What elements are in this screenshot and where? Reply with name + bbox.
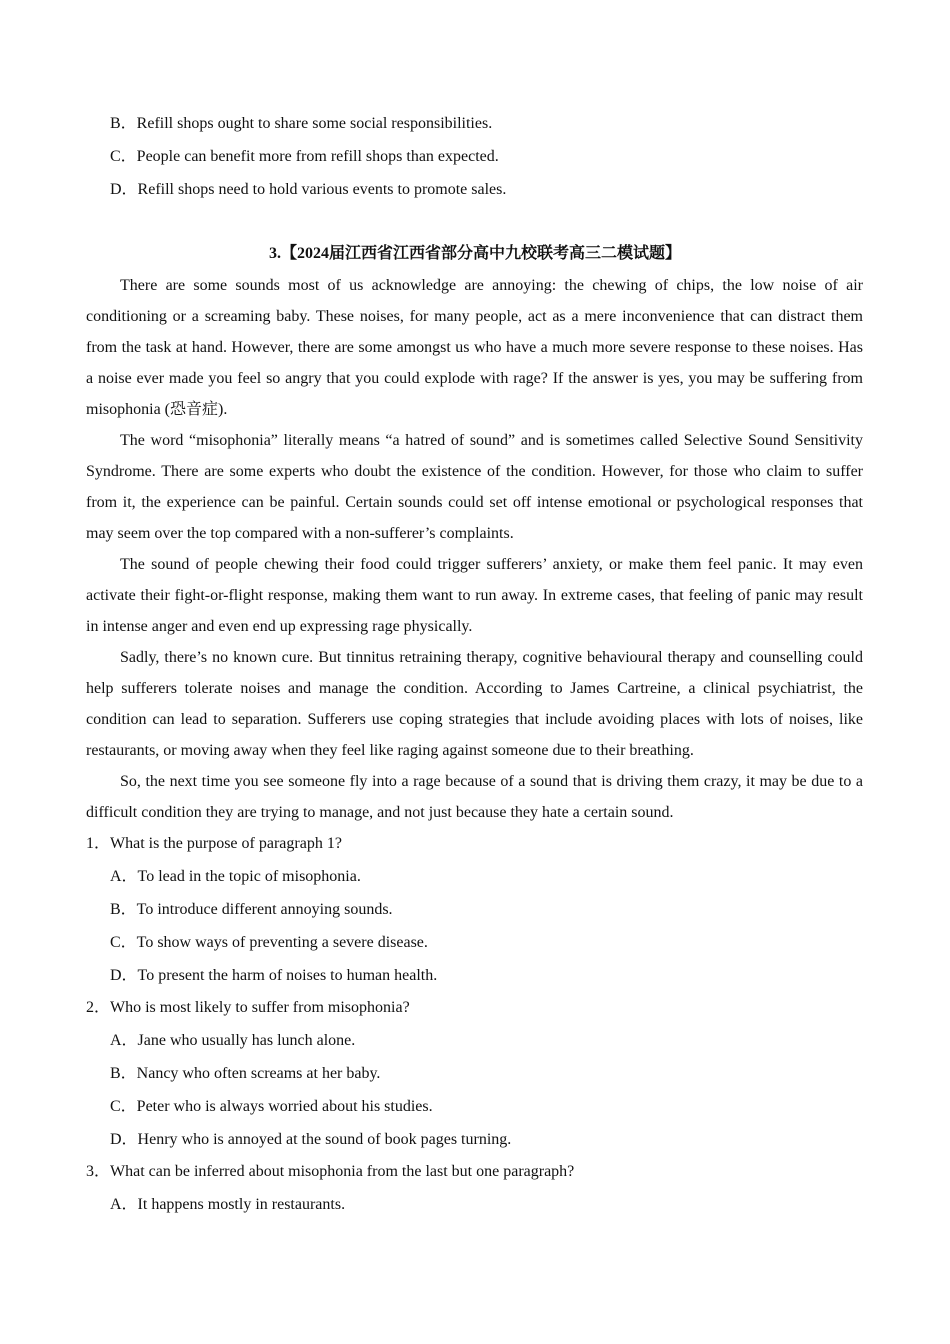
section-heading: 3.【2024届江西省江西省部分高中九校联考高三二模试题】 bbox=[268, 245, 681, 262]
passage-paragraph-2: The word “misophonia” literally means “a hatred of sound” and is sometimes called Selective Sound Sensitivity Syndrome. There are some experts who doubt the existence of the condition. However, for those who claim to suffer from it, the experience can be painful. Certain sounds could set off intense emotional or psychological responses that may seem over the top compared with a non-sufferer’s complaints. bbox=[86, 432, 863, 542]
passage-paragraph-4: Sadly, there’s no known cure. But tinnitus retraining therapy, cognitive behavioural therapy and counselling could help sufferers tolerate noises and manage the condition. According to James Cartreine, a clinical psychiatrist, the condition can lead to separation. Sufferers use coping strategies that include avoiding places with lots of noises, like restaurants, or moving away when they feel like raging against someone due to their breathing. bbox=[86, 649, 863, 759]
question-2-option-d: D．Henry who is annoyed at the sound of book pages turning. bbox=[110, 1131, 512, 1148]
passage-paragraph-5: So, the next time you see someone fly into a rage because of a sound that is driving them crazy, it may be due to a difficult condition they are trying to manage, and not just because they hate a certain sound. bbox=[86, 773, 863, 821]
question-1-option-a: A．To lead in the topic of misophonia. bbox=[110, 868, 361, 885]
question-1-option-b: B．To introduce different annoying sounds. bbox=[110, 901, 393, 918]
question-3-option-a: A．It happens mostly in restaurants. bbox=[110, 1196, 346, 1213]
passage-paragraph-1: There are some sounds most of us acknowledge are annoying: the chewing of chips, the low noise of air conditioning or a screaming baby. These noises, for many people, act as a mere inconvenience that can distract them from the task at hand. However, there are some amongst us who have a much more severe response to these noises. Has a noise ever made you feel so angry that you could explode with rage? If the answer is yes, you may be suffering from misophonia (恐音症). bbox=[86, 277, 863, 418]
passage-paragraph-3: The sound of people chewing their food could trigger sufferers’ anxiety, or make them feel panic. It may even activate their fight-or-flight response, making them want to run away. In extreme cases, that feeling of panic may result in intense anger and even end up expressing rage physically. bbox=[86, 556, 863, 635]
question-1-option-d: D．To present the harm of noises to human health. bbox=[110, 967, 438, 984]
question-2-stem: 2．Who is most likely to suffer from misophonia? bbox=[86, 999, 410, 1016]
question-1-option-c: C．To show ways of preventing a severe disease. bbox=[110, 934, 428, 951]
question-2-option-b: B．Nancy who often screams at her baby. bbox=[110, 1065, 381, 1082]
reading-passage bbox=[86, 270, 863, 828]
prev-option-b: B．Refill shops ought to share some social responsibilities. bbox=[110, 115, 493, 132]
question-1-stem: 1．What is the purpose of paragraph 1? bbox=[86, 835, 342, 852]
question-3-stem: 3．What can be inferred about misophonia from the last but one paragraph? bbox=[86, 1163, 575, 1180]
question-2-option-a: A．Jane who usually has lunch alone. bbox=[110, 1032, 356, 1049]
question-2-option-c: C．Peter who is always worried about his studies. bbox=[110, 1098, 433, 1115]
prev-option-d: D．Refill shops need to hold various events to promote sales. bbox=[110, 181, 507, 198]
prev-option-c: C．People can benefit more from refill shops than expected. bbox=[110, 148, 499, 165]
